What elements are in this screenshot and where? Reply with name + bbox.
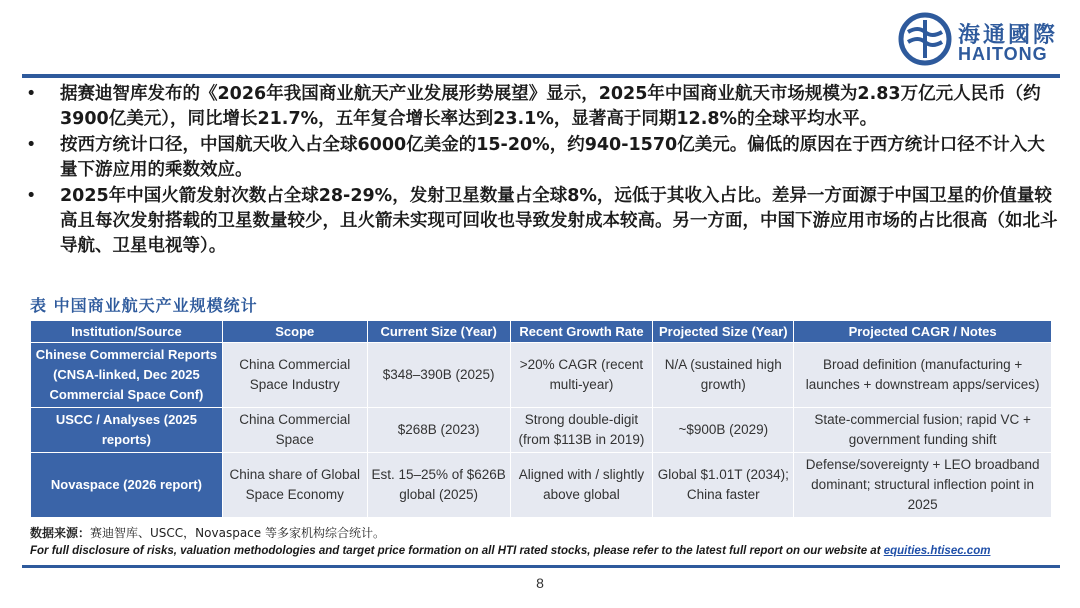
table-cell: Broad definition (manufacturing + launches + downstream apps/services) [794, 343, 1052, 408]
website-link[interactable]: equities.htisec.com [883, 545, 991, 557]
column-header: Scope [222, 321, 367, 343]
data-source-note [30, 524, 385, 541]
bullet-text: 据赛迪智库发布的《2026年我国商业航天产业发展形势展望》显示，2025年中国商业航天市场规模为2.83万亿元人民币（约3900亿美元），同比增长21.7%，五年复合增长率达到23.1%，显著高于同期12.8%的全球平均水平。 [60, 84, 1041, 129]
table-cell: Strong double-digit (from $113B in 2019) [510, 408, 653, 453]
source-label: 数据来源： [30, 526, 91, 540]
table-row [31, 408, 1052, 453]
haitong-logo-icon [898, 12, 952, 66]
table-cell: $268B (2023) [367, 408, 510, 453]
bottom-divider [22, 565, 1060, 568]
bullet-text: 2025年中国火箭发射次数占全球28-29%，发射卫星数量占全球8%，远低于其收入占比。差异一方面源于中国卫星的价值量较高且每次发射搭载的卫星数量较少，且火箭未实现可回收也导致发射成本较高。另一方面，中国下游应用市场的占比很高（如北斗导航、卫星电视等）。 [60, 186, 1058, 256]
bullet-dot: • [26, 84, 37, 104]
top-divider [22, 74, 1060, 78]
table-cell-source: Chinese Commercial Reports (CNSA-linked, Dec 2025 Commercial Space Conf) [31, 343, 223, 408]
haitong-logo [898, 8, 1058, 68]
bullet-item [26, 184, 1060, 259]
bullet-item [26, 133, 1060, 183]
table-cell: >20% CAGR (recent multi-year) [510, 343, 653, 408]
logo-name-en: HAITONG [958, 44, 1048, 64]
table-cell: Global $1.01T (2034); China faster [653, 453, 794, 518]
table-cell: China Commercial Space [222, 408, 367, 453]
bullet-dot: • [26, 135, 37, 155]
table-header-row [31, 321, 1052, 343]
table-cell: State-commercial fusion; rapid VC + government funding shift [794, 408, 1052, 453]
disclosure-text [30, 545, 990, 557]
column-header: Projected Size (Year) [653, 321, 794, 343]
table-cell: China share of Global Space Economy [222, 453, 367, 518]
table-cell: China Commercial Space Industry [222, 343, 367, 408]
column-header: Recent Growth Rate [510, 321, 653, 343]
bullet-text: 按西方统计口径，中国航天收入占全球6000亿美金的15-20%，约940-1570亿美元。偏低的原因在于西方统计口径不计入大量下游应用的乘数效应。 [60, 135, 1045, 180]
table-cell: $348–390B (2025) [367, 343, 510, 408]
column-header: Projected CAGR / Notes [794, 321, 1052, 343]
column-header: Current Size (Year) [367, 321, 510, 343]
page-number: 8 [536, 575, 544, 591]
table-title: 表 中国商业航天产业规模统计 [30, 296, 258, 315]
bullet-list [26, 82, 1060, 260]
logo-name-cn: 海通國際 [958, 23, 1059, 48]
table-cell: ~$900B (2029) [653, 408, 794, 453]
table-cell-source: Novaspace (2026 report) [31, 453, 223, 518]
table-cell: Aligned with / slightly above global [510, 453, 653, 518]
column-header: Institution/Source [31, 321, 223, 343]
table-row [31, 343, 1052, 408]
table-row [31, 453, 1052, 518]
table-cell: Est. 15–25% of $626B global (2025) [367, 453, 510, 518]
bullet-item [26, 82, 1060, 132]
table-cell: N/A (sustained high growth) [653, 343, 794, 408]
market-size-table [30, 320, 1052, 518]
table-cell: Defense/sovereignty + LEO broadband dominant; structural inflection point in 2025 [794, 453, 1052, 518]
disclosure-body: For full disclosure of risks, valuation methodologies and target price formation on all HTI rated stocks, please refer to the latest full report on our website at [30, 545, 884, 557]
source-text: 赛迪智库、USCC，Novaspace 等多家机构综合统计。 [90, 526, 385, 540]
bullet-dot: • [26, 186, 37, 206]
table-cell-source: USCC / Analyses (2025 reports) [31, 408, 223, 453]
